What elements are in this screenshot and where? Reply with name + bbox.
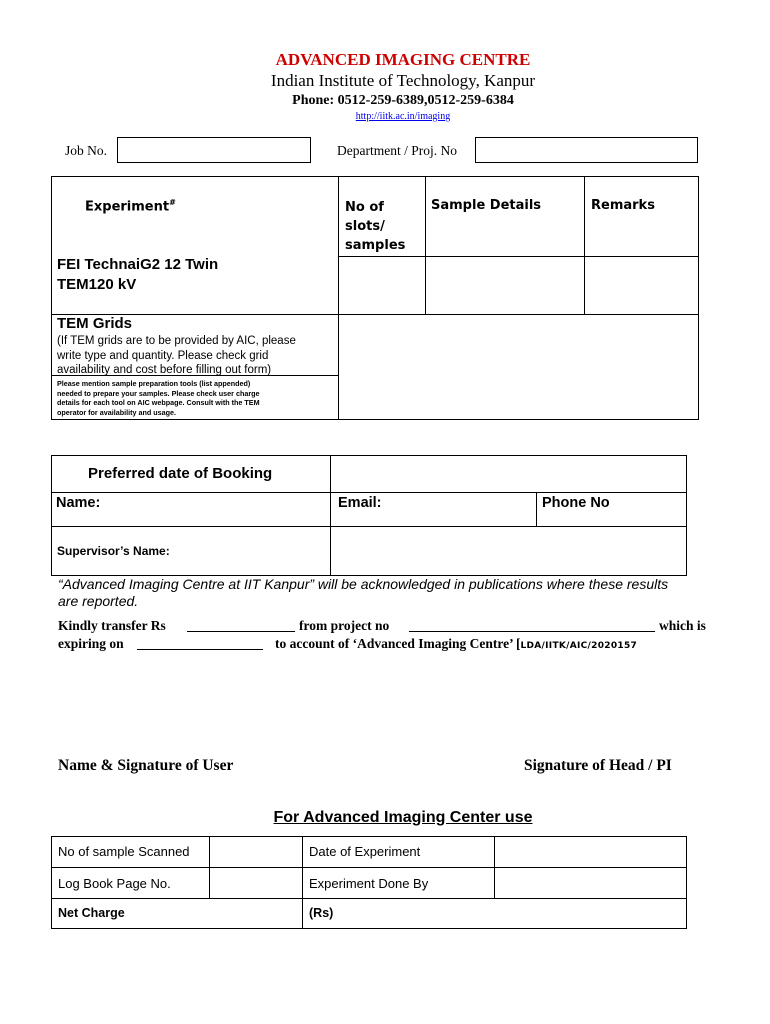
acknowledgement-text: “Advanced Imaging Centre at IIT Kanpur” will be acknowledged in publications where these results are reported. <box>58 576 669 609</box>
date-of-experiment-field[interactable] <box>495 837 686 867</box>
institute-name: Indian Institute of Technology, Kanpur <box>270 71 536 90</box>
account-text: to account of ‘Advanced Imaging Centre’ [LDA/IITK/AIC/2020157 <box>275 636 638 651</box>
job-no-field[interactable] <box>117 137 311 163</box>
net-charge-label: Net Charge <box>58 906 125 920</box>
name-label: Name: <box>56 495 101 511</box>
job-no-label: Job No. <box>65 143 108 158</box>
experiment-table <box>51 176 699 420</box>
log-book-label: Log Book Page No. <box>58 876 171 891</box>
samples-scanned-field[interactable] <box>210 837 302 867</box>
project-no-line[interactable] <box>409 631 655 632</box>
date-of-experiment-label: Date of Experiment <box>309 844 421 859</box>
transfer-which-is: which is <box>659 618 706 633</box>
account-code: LDA/IITK/AIC/2020157 <box>520 641 638 651</box>
transfer-project-label: from project no <box>299 618 390 633</box>
tem-grids-title: TEM Grids <box>57 315 133 332</box>
tem-grids-note: (If TEM grids are to be provided by AIC, please write type and quantity. Please check grid availability and cost before filling out form) <box>57 335 296 376</box>
phone-numbers: Phone: 0512-259-6389,0512-259-6384 <box>292 93 514 108</box>
experiment-done-by-label: Experiment Done By <box>309 876 429 891</box>
rs-label: (Rs) <box>309 906 334 920</box>
expiry-date-line[interactable] <box>137 649 263 650</box>
remarks-header: Remarks <box>591 198 655 213</box>
expiring-on-label: expiring on <box>58 636 124 651</box>
phone-label: Phone No <box>542 495 610 511</box>
transfer-amount-line[interactable] <box>187 631 295 632</box>
supervisor-label: Supervisor’s Name: <box>57 544 170 558</box>
email-label: Email: <box>338 495 382 511</box>
instrument-name: FEI TechnaiG2 12 Twin TEM120 kV <box>57 256 219 293</box>
preferred-date-label: Preferred date of Booking <box>88 465 273 482</box>
samples-scanned-label: No of sample Scanned <box>58 844 190 859</box>
department-label: Department / Proj. No <box>337 143 457 158</box>
office-use-title: For Advanced Imaging Center use <box>273 809 533 826</box>
slots-header: No of slots/ samples <box>345 200 406 253</box>
sample-details-header: Sample Details <box>431 198 542 213</box>
supervisor-field[interactable] <box>332 528 686 574</box>
preferred-date-field[interactable] <box>332 456 686 492</box>
transfer-rs-label: Kindly transfer Rs <box>58 618 166 633</box>
head-signature-label: Signature of Head / PI <box>524 757 672 774</box>
user-signature-label: Name & Signature of User <box>58 757 234 774</box>
log-book-field[interactable] <box>210 868 302 898</box>
experiment-done-by-field[interactable] <box>495 868 686 898</box>
department-field[interactable] <box>475 137 698 163</box>
net-charge-field[interactable] <box>351 899 686 928</box>
sample-prep-note: Please mention sample preparation tools (list appended) needed to prepare your samples. Please check user charge details for each tool on AIC webpage. Consult with the TEM operator for availability and usage. <box>57 379 260 417</box>
booking-table <box>51 455 687 576</box>
experiment-header: Experiment# <box>85 198 176 215</box>
office-use-table <box>51 836 687 929</box>
form-title: ADVANCED IMAGING CENTRE <box>275 50 531 69</box>
website-link[interactable]: http://iitk.ac.in/imaging <box>355 111 451 122</box>
